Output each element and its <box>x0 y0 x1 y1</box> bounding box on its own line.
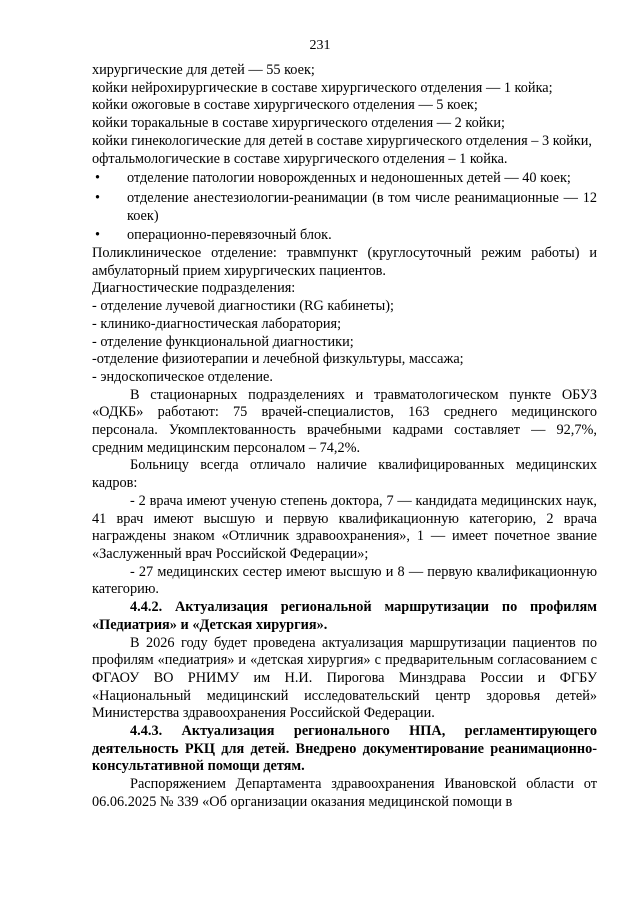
bullet-text: операционно-перевязочный блок. <box>127 227 332 244</box>
text-line: койки нейрохирургические в составе хирургического отделения — 1 койка; <box>92 79 553 96</box>
bullet-icon: • <box>95 227 101 244</box>
diagnostics-item: - эндоскопическое отделение. <box>92 368 273 385</box>
qualification-item: - 2 врача имеют ученую степень доктора, 7 — кандидата медицинских наук, 41 врач имеют высшую и первую квалификационную категорию, 2 врача награждены знаком «Отличник здравоохранения», 1 — имеет почетное звание «Заслуженный врач Российской Федерации»; <box>92 492 597 562</box>
section-text-4-4-3: Распоряжением Департамента здравоохранения Ивановской области от 06.06.2025 № 339 «Об организации оказания медицинской помощи в <box>92 776 597 810</box>
staff-paragraph: В стационарных подразделениях и травматологическом пункте ОБУЗ «ОДКБ» работают: 75 врачей-специалистов, 163 среднего медицинского персонала. Укомплектованность врачебными кадрами составляет — 92,7%, средним медицинским персоналом – 74,2%. <box>92 386 597 456</box>
bullet-text: отделение патологии новорожденных и недоношенных детей — 40 коек; <box>127 170 571 187</box>
page-number: 231 <box>309 38 331 53</box>
qualification-item: - 27 медицинских сестер имеют высшую и 8 — первую квалификационную категорию. <box>92 563 597 598</box>
text-line: койки ожоговые в составе хирургического отделения — 5 коек; <box>92 97 478 114</box>
bullet-text: отделение анестезиологии-реанимации (в том числе реанимационные — 12 коек) <box>127 189 597 224</box>
diagnostics-item: - отделение лучевой диагностики (RG кабинеты); <box>92 298 395 315</box>
section-heading-4-4-2: 4.4.2. Актуализация региональной маршрутизации по профилям «Педиатрия» и «Детская хирургия». <box>92 599 597 633</box>
diagnostics-item: -отделение физиотерапии и лечебной физкультуры, массажа; <box>92 351 464 368</box>
text-line: офтальмологические в составе хирургического отделения – 1 койка. <box>92 150 508 167</box>
bullet-item <box>92 227 597 245</box>
bullet-icon: • <box>95 189 101 206</box>
polyclinic-paragraph: Поликлиническое отделение: травмпункт (круглосуточный режим работы) и амбулаторный прием хирургических пациентов. <box>92 245 597 279</box>
text-line: койки гинекологические для детей в составе хирургического отделения – 3 койки, <box>92 132 592 149</box>
document-body <box>92 62 597 812</box>
text-line: хирургические для детей — 55 коек; <box>92 62 315 78</box>
text-line: койки торакальные в составе хирургического отделения — 2 койки; <box>92 115 505 132</box>
bullet-item <box>92 190 597 225</box>
diagnostics-item: - отделение функциональной диагностики; <box>92 333 354 350</box>
bullet-item <box>92 170 597 188</box>
diagnostics-heading: Диагностические подразделения: <box>92 280 296 297</box>
section-heading-4-4-3: 4.4.3. Актуализация регионального НПА, регламентирующего деятельность РКЦ для детей. Внедрено документирование реанимационно-консультативной помощи детям. <box>92 723 597 775</box>
section-text-4-4-2: В 2026 году будет проведена актуализация маршрутизации пациентов по профилям «педиатрия» и «детская хирургия» с предварительным согласованием с ФГАОУ ВО РНИМУ им Н.И. Пирогова Минздрава России и ФГБУ «Национальный медицинский исследовательский центр здоровья детей» Министерства здравоохранения Российской Федерации. <box>92 634 597 722</box>
diagnostics-item: - клинико-диагностическая лаборатория; <box>92 315 342 332</box>
bullet-icon: • <box>95 170 101 187</box>
qualified-paragraph: Больницу всегда отличало наличие квалифицированных медицинских кадров: <box>92 457 597 492</box>
